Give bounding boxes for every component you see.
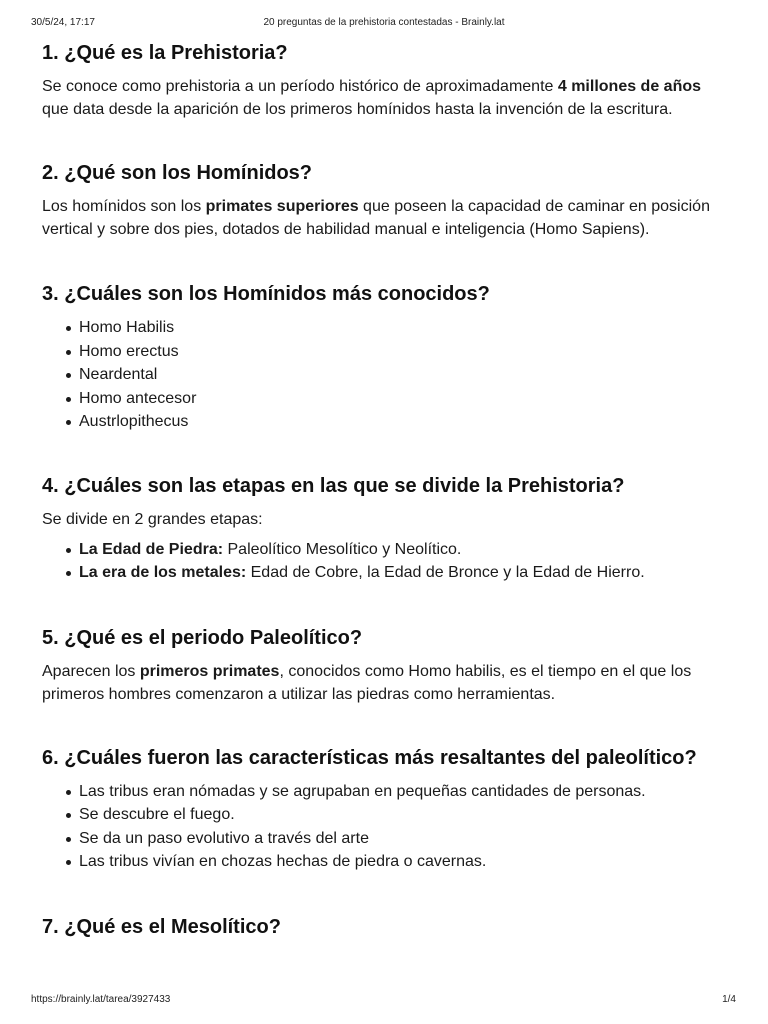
paragraph-text: Aparecen los (42, 662, 140, 680)
list-item: Neardental (42, 363, 732, 387)
bold-text: primeros primates (139, 662, 280, 680)
list-item (42, 538, 732, 562)
section-paragraph (42, 660, 732, 706)
section-hominidos (42, 158, 732, 241)
section-heading: 4. ¿Cuáles son las etapas en las que se divide la Prehistoria? (42, 474, 625, 497)
bullet-list (42, 316, 732, 434)
section-paragraph (42, 195, 732, 241)
section-caracteristicas (42, 743, 732, 874)
print-datetime: 30/5/24, 17:17 (31, 17, 95, 28)
paragraph-text: que poseen la capacidad de caminar en posición vertical y sobre dos pies, dotados de habilidad manual e inteligencia (Homo Sapiens). (42, 198, 710, 238)
section-paragraph (42, 75, 732, 121)
section-heading: 2. ¿Qué son los Homínidos? (42, 162, 313, 184)
list-item: Se da un paso evolutivo a través del arte (42, 827, 732, 851)
print-page-title: 20 preguntas de la prehistoria contestadas - Brainly.lat (263, 17, 505, 28)
page-number: 1/4 (722, 994, 736, 1005)
section-heading: 1. ¿Qué es la Prehistoria? (42, 42, 288, 64)
list-item: Austrlopithecus (42, 410, 732, 434)
list-item: Homo antecesor (42, 387, 732, 411)
list-item (42, 561, 732, 585)
list-item: Homo Habilis (42, 316, 732, 340)
paragraph-text: , conocidos como Homo habilis, es el tiempo en el que los primeros hombres comenzaron a utilizar las piedras como herramientas. (42, 662, 692, 703)
paragraph-text: Los homínidos son los (42, 198, 206, 215)
list-item: Homo erectus (42, 340, 732, 364)
section-heading: 6. ¿Cuáles fueron las características más resaltantes del paleolítico? (42, 746, 697, 769)
paragraph-text: que data desde la aparición de los primeros homínidos hasta la invención de la escritura. (42, 101, 673, 118)
paragraph-text: Se conoce como prehistoria a un período histórico de aproximadamente (42, 78, 558, 95)
section-mesolitico (42, 912, 732, 942)
list-item: Se descubre el fuego. (42, 803, 732, 827)
section-etapas (42, 471, 732, 585)
bold-text: La Edad de Piedra: (79, 540, 224, 558)
item-text: Paleolítico Mesolítico y Neolítico. (223, 540, 462, 558)
list-item: Las tribus eran nómadas y se agrupaban en pequeñas cantidades de personas. (42, 780, 732, 804)
item-text: Edad de Cobre, la Edad de Bronce y la Edad de Hierro. (246, 564, 645, 581)
list-item: Las tribus vivían en chozas hechas de piedra o cavernas. (42, 850, 732, 874)
bold-text: 4 millones de años (557, 78, 702, 95)
section-heading: 7. ¿Qué es el Mesolítico? (42, 915, 281, 938)
bold-text: primates superiores (205, 198, 359, 215)
section-paragraph: Se divide en 2 grandes etapas: (42, 510, 263, 528)
page-url: https://brainly.lat/tarea/3927433 (31, 994, 171, 1005)
bold-text: La era de los metales: (79, 564, 247, 581)
section-hominidos-conocidos (42, 279, 732, 434)
article-content (42, 38, 732, 942)
section-heading: 3. ¿Cuáles son los Homínidos más conocidos? (42, 283, 490, 305)
bullet-list (42, 780, 732, 874)
bullet-list (42, 538, 732, 585)
section-prehistoria (42, 38, 732, 121)
section-heading: 5. ¿Qué es el periodo Paleolítico? (42, 626, 363, 649)
section-paleolitico (42, 623, 732, 706)
